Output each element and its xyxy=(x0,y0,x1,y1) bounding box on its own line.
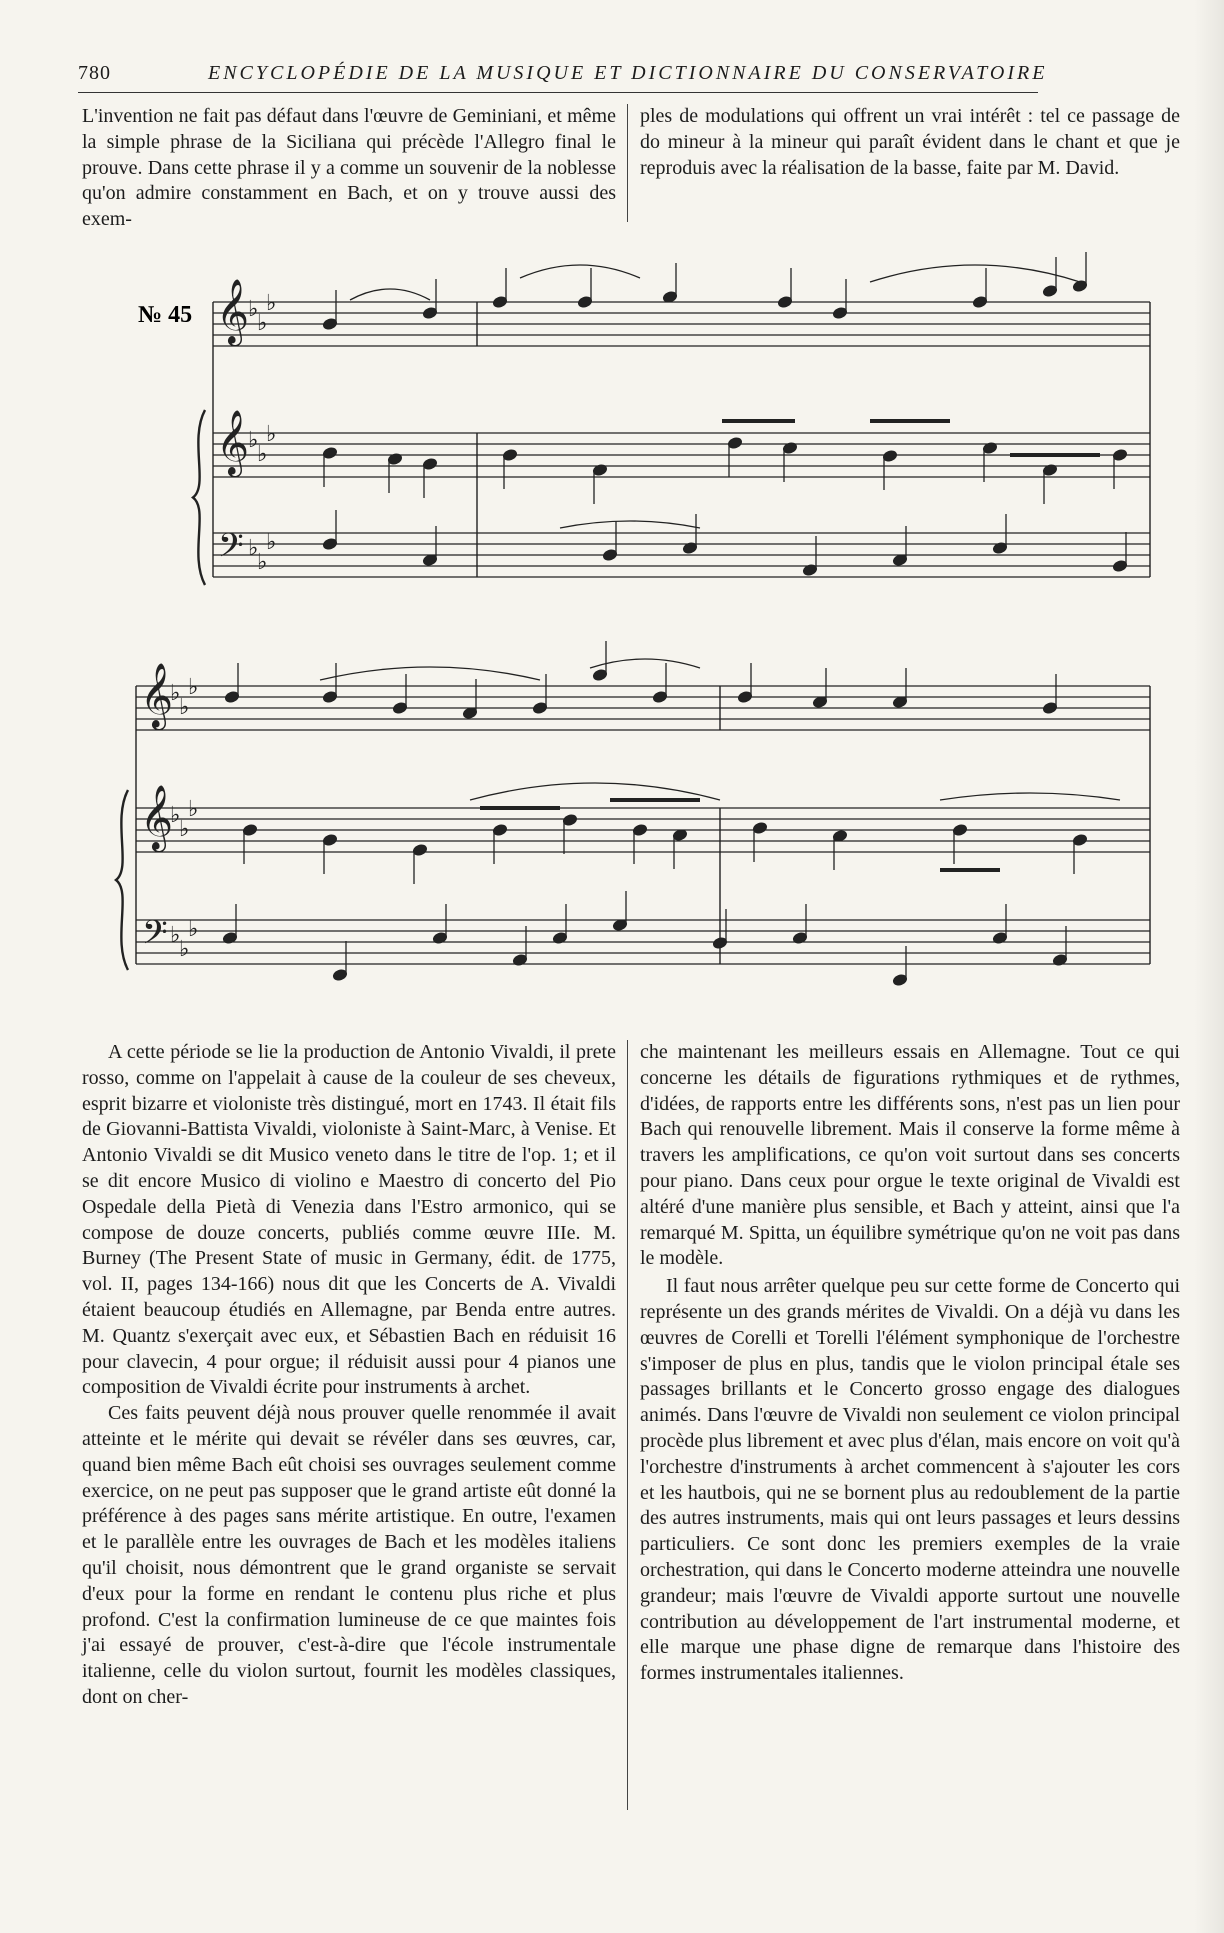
slur xyxy=(560,521,700,528)
flat-sign: ♭ xyxy=(179,937,190,962)
flat-sign: ♭ xyxy=(266,530,277,555)
paragraph-renommee: Ces faits peuvent déjà nous prouver quelle renommée il avait atteinte et le mérite qui devait se révéler dans ses œuvres, car, quand bien même Bach eût choisi ses ouvrages seulement comme exercice, on ne peut pas supposer que le grand artiste eût donné la préférence à des pages sans mérite artistique. En outre, l'examen et le parallèle entre les ouvrages de Bach et les modèles italiens qu'il choisit, nous démontrent que le grand organiste se servait d'eux pour la forme en rendant le contenu plus riche et plus profond. C'est la confirmation lumineuse de ce que maintes fois j'ai essayé de prouver, c'est-à-dire que l'école instrumentale italienne, celle du violon surtout, fournit les modèles classiques, dont on cher- xyxy=(82,1402,616,1708)
paragraph-vivaldi: A cette période se lie la production de Antonio Vivaldi, il prete rosso, comme on l'appelait à cause de la couleur de ses cheveux, esprit bizarre et violoniste très distingué, mort en 1743. Il était fils de Giovanni-Battista Vivaldi, violoniste à Saint-Marc, à Venise. Et Antonio Vivaldi se dit Musico veneto dans le titre de l'op. 1; et il se dit encore Musico di violino e Maestro di concerto del Pio Ospedale della Pietà di Venezia dans l'Estro armonico, qui se compose de douze concerts, publiés comme œuvre IIIe. M. Burney (The Present State of music in Germany, édit. de 1775, vol. II, pages 134-166) nous dit que les Concerts de A. Vivaldi étaient beaucoup étudiés en Allemagne, par Benda entre autres. M. Quantz s'exerçait avec eux, et Sébastien Bach en réduisit 16 pour clavecin, 4 pour orgue; il réduisit aussi pour 4 pianos une composition de Vivaldi écrite pour instruments à archet. xyxy=(82,1041,616,1399)
staff-solo-1 xyxy=(213,302,1150,346)
bottom-right-column xyxy=(640,1040,1180,1687)
flat-sign: ♭ xyxy=(248,297,259,322)
flat-sign: ♭ xyxy=(257,311,268,336)
flat-sign: ♭ xyxy=(188,797,199,822)
flat-sign: ♭ xyxy=(170,681,181,706)
running-title: ENCYCLOPÉDIE DE LA MUSIQUE ET DICTIONNAIRE DU CONSERVATOIRE xyxy=(208,62,1048,84)
treble-clef: 𝄞 xyxy=(140,663,174,728)
bass-clef: 𝄢 xyxy=(218,527,244,573)
paragraph-allemagne: che maintenant les meilleurs essais en Allemagne. Tout ce qui concerne les détails de figurations rythmiques et de rythmes, d'idées, de rapports entre les différents sons, n'est pas un lien pour Bach qui renouvelle librement. Mais il conserve la forme même à travers les amplifications, ce qu'on voit surtout dans ses concerts pour piano. Dans ceux pour orgue le texte original de Vivaldi est altéré d'une manière plus sensible, et Bach y atteint, ainsi que l'a remarqué M. Spitta, un équilibre symétrique qu'on ne voit pas dans le modèle. xyxy=(640,1041,1180,1270)
top-left-paragraph: L'invention ne fait pas défaut dans l'œuvre de Geminiani, et même la simple phrase de la Siciliana qui précède l'Allegro final le prouve. Dans cette phrase il y a comme un souvenir de la noblesse qu'on admire constamment en Bach, et on y trouve aussi des exem- xyxy=(82,105,616,231)
flat-sign: ♭ xyxy=(257,550,268,575)
flat-sign: ♭ xyxy=(188,675,199,700)
slur xyxy=(320,667,540,680)
flat-sign: ♭ xyxy=(179,817,190,842)
flat-sign: ♭ xyxy=(248,428,259,453)
paragraph-concerto: Il faut nous arrêter quelque peu sur cette forme de Concerto qui représente un des grands mérites de Vivaldi. On a déjà vu dans les œuvres de Corelli et Torelli l'élément symphonique de l'orchestre s'imposer de plus en plus, tandis que le violon principal étale ses passages brillants et le Concerto grosso engage des dialogues animés. Dans l'œuvre de Vivaldi non seulement ce violon principal procède plus librement et avec plus d'élan, mais encore on voit qu'à l'orchestre d'instruments à archet commencent à s'ajouter les cors et les hautbois, qui ne se bornent plus au redoublement de la partie des autres instruments, mais qui ont leurs passages et leurs dessins particuliers. Ce sont donc les premiers exemples de la vraie orchestration, qui dans le Concerto moderne atteindra une nouvelle grandeur; mais l'œuvre de Vivaldi apporte surtout une nouvelle contribution au développement de l'art instrumental moderne, et elle marque une phase digne de remarque dans l'histoire des formes instrumentales italiennes. xyxy=(640,1275,1180,1685)
flat-sign: ♭ xyxy=(248,536,259,561)
flat-sign: ♭ xyxy=(188,917,199,942)
treble-clef: 𝄞 xyxy=(216,279,250,344)
treble-clef: 𝄞 xyxy=(216,410,250,475)
slur xyxy=(350,289,430,300)
flat-sign: ♭ xyxy=(170,803,181,828)
flat-sign: ♭ xyxy=(266,291,277,316)
bass-clef: 𝄢 xyxy=(142,914,168,960)
flat-sign: ♭ xyxy=(266,422,277,447)
staff-piano-bass-1 xyxy=(213,533,1150,577)
treble-clef: 𝄞 xyxy=(140,785,174,850)
slur xyxy=(470,783,720,800)
column-divider-bottom xyxy=(627,1040,628,1810)
flat-sign: ♭ xyxy=(179,695,190,720)
page-number: 780 xyxy=(78,62,111,84)
example-label: № 45 xyxy=(138,302,193,328)
bottom-left-column xyxy=(82,1040,616,1711)
top-right-paragraph: ples de modulations qui offrent un vrai intérêt : tel ce passage de do mineur à la mineur qui paraît évident dans le chant et que je reproduis avec la réalisation de la basse, faite par M. David. xyxy=(640,105,1180,179)
page-edge xyxy=(1194,0,1224,1933)
staff-piano-treble-1 xyxy=(213,433,1150,477)
brace xyxy=(116,790,128,970)
flat-sign: ♭ xyxy=(257,442,268,467)
staff-solo-2 xyxy=(136,686,1150,730)
brace xyxy=(193,410,205,585)
slur xyxy=(940,793,1120,800)
slur xyxy=(870,265,1080,282)
slur xyxy=(520,265,640,278)
flat-sign: ♭ xyxy=(170,923,181,948)
